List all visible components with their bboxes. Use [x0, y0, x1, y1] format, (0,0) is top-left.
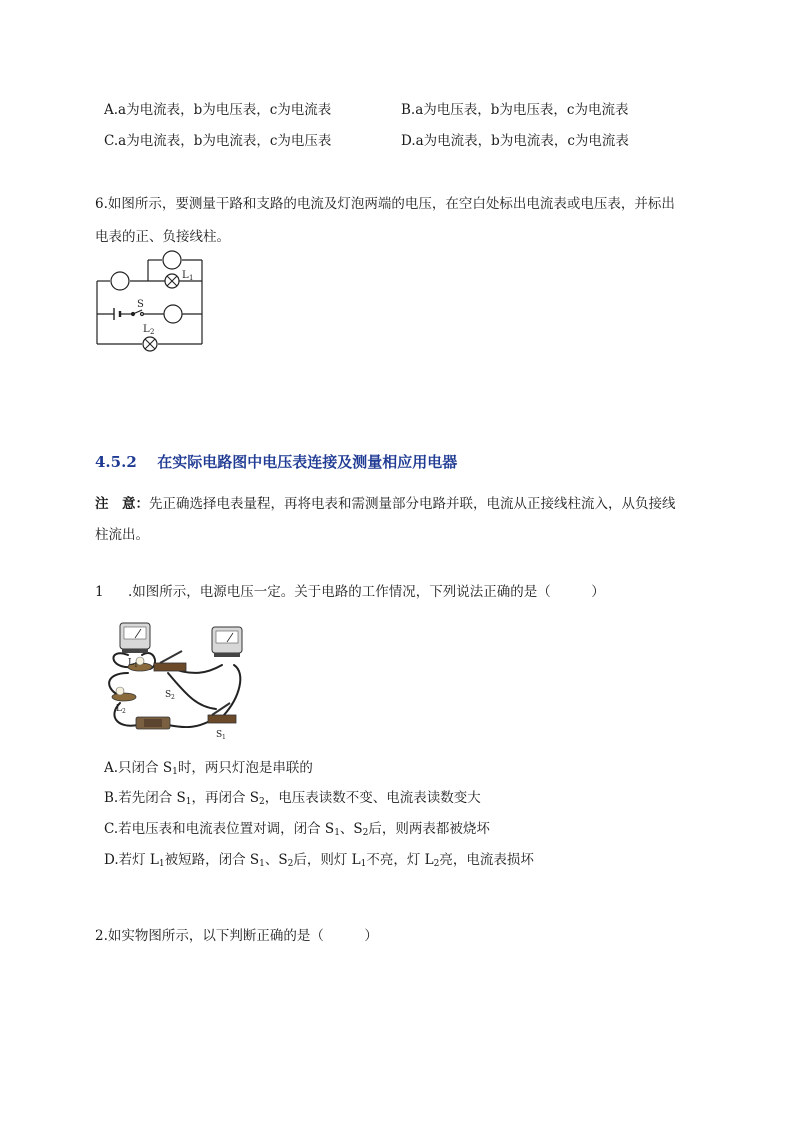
q2-stem: 2.如实物图所示，以下判断正确的是（ ） [95, 928, 378, 944]
q1-option-b: B.若先闭合 $S_1$，再闭合 $S_2$，电压表读数不变、电流表读数变大 [104, 790, 481, 807]
q1-option-a: A.只闭合 $S_1$时，两只灯泡是串联的 [104, 760, 313, 777]
switch-label: S [137, 299, 144, 310]
note-line2: 柱流出。 [95, 527, 149, 543]
q1-option-d: D.若灯 $L_1$被短路，闭合 $S_1$、$S_2$后，则灯 $L_1$不亮，灯 $L_2$亮，电流表损坏 [104, 852, 534, 869]
q1-stem: .如图所示，电源电压一定。关于电路的工作情况，下列说法正确的是（ ） [128, 584, 605, 600]
note-label: 注 意： [95, 496, 149, 512]
svg-text:1: 1 [222, 734, 226, 739]
meter-blank-icon [163, 251, 181, 269]
svg-text:S: S [165, 690, 172, 700]
lamp1-label: L [182, 270, 189, 281]
q5-option-b: B.a为电压表，b为电压表，c为电流表 [401, 102, 629, 118]
battery-icon [136, 717, 170, 729]
switch-icon [154, 651, 186, 671]
q6-stem-line2: 电表的正、负接线柱。 [95, 229, 230, 245]
svg-text:1: 1 [134, 662, 138, 669]
q1-option-c: C.若电压表和电流表位置对调，闭合 $S_1$、$S_2$后，则两表都被烧坏 [104, 821, 490, 838]
lamp2-label: L [143, 324, 150, 335]
svg-text:2: 2 [150, 328, 155, 336]
q5-option-d: D.a为电流表，b为电流表，c为电流表 [401, 133, 629, 149]
note-line1: 注 意：先正确选择电表量程，再将电表和需测量部分电路并联，电流从正接线柱流入，从负接线 [95, 496, 676, 512]
lamp-icon [165, 274, 179, 288]
q1-number: 1 [95, 584, 104, 600]
voltmeter-icon [212, 627, 242, 657]
svg-text:1: 1 [189, 274, 194, 282]
lamp-icon [112, 687, 136, 701]
section-heading [95, 451, 457, 472]
q5-option-a: A.a为电流表，b为电压表，c为电流表 [104, 102, 332, 118]
svg-text:2: 2 [171, 694, 175, 701]
svg-text:2: 2 [122, 708, 126, 715]
meter-blank-icon [164, 305, 182, 323]
svg-text:L: L [128, 658, 134, 668]
q1-physical-circuit [98, 617, 248, 739]
lamp-icon [143, 337, 157, 351]
section-title: 在实际电路图中电压表连接及测量相应用电器 [157, 453, 458, 471]
q5-option-c: C.a为电流表，b为电流表，c为电压表 [104, 133, 332, 149]
section-number: 4.5.2 [95, 453, 137, 471]
svg-text:L: L [116, 704, 122, 714]
q6-stem-line1: 6.如图所示，要测量干路和支路的电流及灯泡两端的电压，在空白处标出电流表或电压表，并标出 [95, 196, 675, 212]
svg-text:S: S [216, 730, 223, 739]
q6-circuit-diagram [90, 248, 215, 353]
ammeter-icon [120, 623, 150, 653]
switch-icon [132, 310, 144, 316]
battery-icon [114, 308, 120, 320]
meter-blank-icon [111, 272, 129, 290]
